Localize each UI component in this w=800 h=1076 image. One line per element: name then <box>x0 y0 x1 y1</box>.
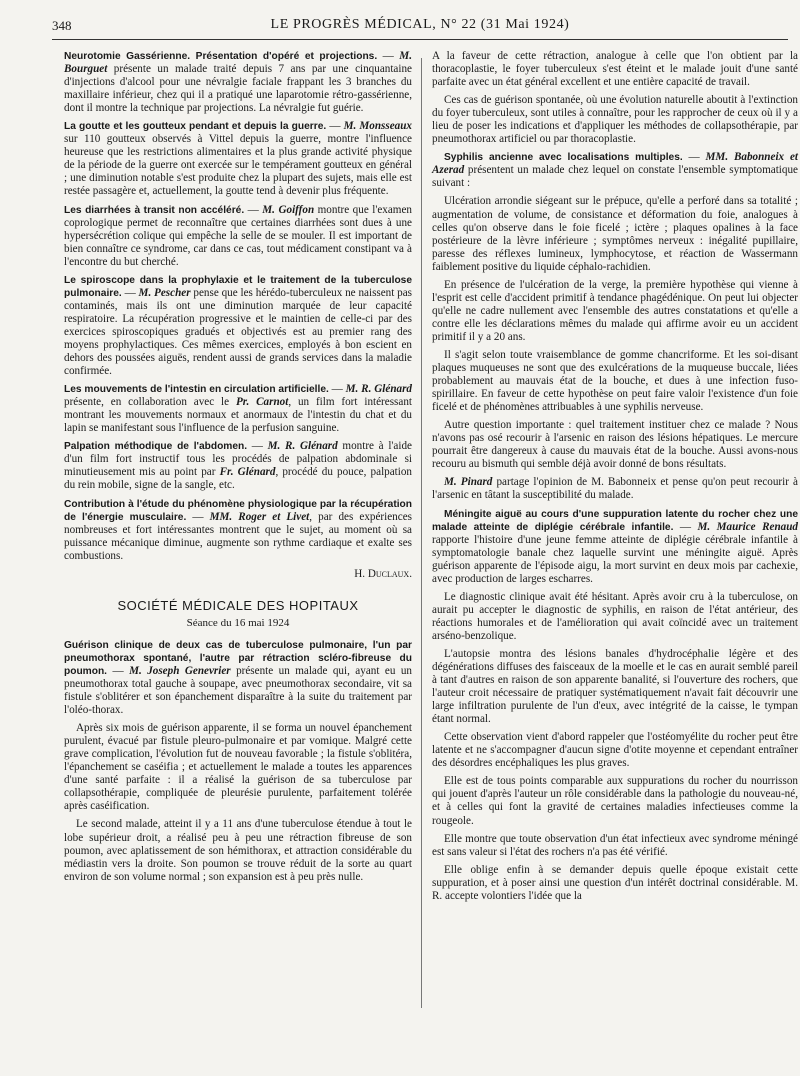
dash: — <box>673 520 698 533</box>
dash: — <box>107 664 130 677</box>
report-text: présente un malade qui, ayant eu un pneumothorax total gauche à soupape, avec pneumothorax secondaire, vit sa fistule s'oblitérer et son épanchement disparaître à la suite du traitement par l'oléo-thorax. <box>64 664 412 717</box>
report-text: présente un malade traité depuis 7 ans par une cinquantaine d'injections d'alcool pour une névralgie faciale frappant les 3 branches du maxillaire inférieur, chez qui il a pratiqué une laparotomie rétro-gassérienne, dont il montre la technique par projections. La névralgie fut guérie. <box>64 63 412 115</box>
body-paragraph: Cette observation vient d'abord rappeler que l'ostéomyélite du rocher peut être latente et ne s'accompagner d'aucun signe d'otite moyenne et cependant entraîner des désordres encéphaliques les plus graves. <box>432 731 798 770</box>
section-heading: Palpation méthodique de l'abdomen. <box>64 441 248 453</box>
report-text: sur 110 goutteux observés à Vittel depuis la guerre, montre l'influence heureuse que les restrictions alimentaires et la plus grande activité physique de la période de la guerre ont exercée sur le tempérament goutteux en général ; une diminution notable s'est produite chez la plupart des sujets, mais elle est restée passagère et, actuellement, la goutte tend à devenir plus fréquente. <box>64 133 412 198</box>
author-name: MM. Roger et Livet <box>209 510 310 523</box>
dash: — <box>328 383 346 396</box>
body-paragraph: A la faveur de cette rétraction, analogue à celle que l'on obtient par la thoracoplastie, le foyer tuberculeux s'est éteint et le malade jouit d'une santé parfaite avec un état général excellent et une entière capacité de travail. <box>432 50 798 89</box>
report-text: , par des expériences nombreuses et fort intéressantes montrent que le sujet, au moment où sa puissance mécanique diminue, augmente son rythme cardiaque et exalte ses combustions. <box>64 510 412 562</box>
section-heading: Neurotomie Gassérienne. Présentation d'opéré et projections. <box>64 51 378 62</box>
page-number: 348 <box>52 18 72 33</box>
report-diarrhees <box>64 204 412 269</box>
report-palpation <box>64 440 412 492</box>
report-text: montre que l'examen coprologique permet de reconnaître que certaines diarrhées sont dues à une hypersécrétion colique qui empêche la selle de se mouler. Il est important de bien connaître ce syndrome, car dans ce cas, tout médicament constipant va à l'encontre du but cherché. <box>64 203 412 268</box>
section-heading: La goutte et les goutteux pendant et depuis la guerre. <box>64 121 327 133</box>
dash: — <box>186 510 210 523</box>
dash: — <box>247 440 268 453</box>
left-column <box>64 50 412 889</box>
report-text: partage l'opinion de M. Babonneix et pense qu'on peut recourir à l'arsenic en tâtant la susceptibilité du malade. <box>432 476 798 502</box>
dash: — <box>377 50 400 62</box>
column-divider <box>421 58 422 1008</box>
signature: H. Duclaux. <box>354 567 412 580</box>
section-heading: Syphilis ancienne avec localisations multiples. <box>444 152 683 164</box>
body-paragraph: Après six mois de guérison apparente, il se forma un nouvel épanchement purulent, évacué par fistule pleuro-pulmonaire et par vomique. Malgré cette grave complication, l'évolution fut de nouveau favorable ; la fistule s'oblitéra, l'épanchement se caséifia ; et actuellement le malade a toutes les apparences d'une santé parfaite : il a réalisé la guérison de sa tuberculose par collapsothérapie, compliquée de pleurésie purulente, parfaitement tolérée après caséification. <box>64 722 412 813</box>
report-text: , un film fort intéressant montrant les mouvements normaux et anormaux de l'intestin du chat et du lapin se manifestant sous l'influence de la perfusion sanguine. <box>64 396 412 435</box>
author-name: M. R. Glénard <box>267 440 338 453</box>
session-date: Séance du 16 mai 1924 <box>186 616 290 629</box>
report-pinard <box>432 476 798 502</box>
body-paragraph: Le diagnostic clinique avait été hésitant. Après avoir cru à la tuberculose, on aurait pu accepter le diagnostic de syphilis, en raison de l'état antérieur, des réactions humorales et de l'amélioration qui avait coïncidé avec un traitement arséno-benzolique. <box>432 590 798 642</box>
body-paragraph: L'autopsie montra des lésions banales d'hydrocéphalie légère et des dégénérations diffuses des faisceaux de la moelle et le cas en aurait semblé pareil à tant d'autres en raison de son apparente banalité, si l'ouverture des rochers, que l'auteur croit nécessaire de pratiquer systématiquement n'avait fait découvrir une large infiltration purulente de l'un d'eux, avec intégrité de la caisse, le tympan étant normal. <box>432 647 798 726</box>
report-meningite <box>432 508 798 586</box>
right-column <box>432 50 798 908</box>
running-title: LE PROGRÈS MÉDICAL, N° 22 (31 Mai 1924) <box>270 17 570 32</box>
body-paragraph: Elle est de tous points comparable aux suppurations du rocher du nourrisson qui jouent d'après l'auteur un rôle considérable dans la pathologie du nouveau-né, et à celles qui font la gravité de certaines maladies infectieuses comme la rougeole. <box>432 775 798 827</box>
section-heading: Les diarrhées à transit non accéléré. <box>64 204 245 216</box>
section-heading: Méningite aiguë au cours d'une suppuration latente du rocher chez une malade atteinte de diplégie cérébrale infantile. <box>432 508 798 533</box>
body-paragraph: Elle montre que toute observation d'un état infectieux avec syndrome méningé est sans valeur si l'état des rochers n'a pas été vérifié. <box>432 832 798 858</box>
report-text: présente, en collaboration avec le <box>64 396 236 409</box>
report-text: montre à l'aide d'un film fort instructif tous les procédés de palpation abdominale si minutieusement mis au point par <box>64 440 412 479</box>
author-name: MM. Babonneix et Azerad <box>432 151 798 177</box>
body-paragraph: Autre question importante : quel traitement instituer chez ce malade ? Nous n'avons pas osé recourir à l'arsenic en raison des lésions hépatiques. Le mercure pourrait être dangereux à cause du mauvais état de la bouche. Aussi avons-nous recouru au bismuth qui semble déjà avoir donné de bons résultats. <box>432 419 798 471</box>
author-name: M. Goiffon <box>262 203 315 216</box>
report-text: , procédé du pouce, palpation du rein mobile, signe de la sangle, etc. <box>64 466 413 492</box>
author-name: M. Pescher <box>138 286 191 299</box>
body-paragraph: Elle oblige enfin à se demander depuis quelle époque existait cette suppuration, et à poser ainsi une question d'un intérêt doctrinal considérable. M. R. accepte volontiers l'idée que la <box>432 863 798 902</box>
author-name: M. Joseph Genevrier <box>129 664 231 677</box>
page-header <box>52 16 788 40</box>
body-paragraph: Ces cas de guérison spontanée, où une évolution naturelle aboutit à l'extinction du foyer tuberculeux, sont utiles à connaître, pour les rapprocher de ceux où il y a lieu de poser les indications et d'appliquer les méthodes de collapsothérapie, par pneumothorax artificiel ou par thoracoplastie. <box>432 94 798 146</box>
author-name: M. R. Glénard <box>345 383 412 396</box>
body-paragraph: Il s'agit selon toute vraisemblance de gomme chancriforme. Et les soi-disant plaques muqueuses ne sont que des exulcérations de la muqueuse buccale, liées probablement au mauvais état de la bouche, et dues à une infection fuso-spirillaire. En faveur de cette hypothèse on peut faire valoir l'existence d'un foie ficelé et de phénomènes attribuables à une syphilis nerveuse. <box>432 348 798 414</box>
report-goutte <box>64 120 412 198</box>
author-name: Fr. Glénard <box>219 466 276 479</box>
author-name: M. Bourguet <box>64 50 412 76</box>
report-text: pense que les hérédo-tuberculeux ne naissent pas contaminés, mais ils ont une diminution marquée de leur capacité respiratoire. La récupération progressive et le maintien de celle-ci par des exercices spiroscopiques gradués et objectivés est au premier rang des moyens prophylactiques. Ces mêmes exercices, employés à bon escient en dehors des poussées aiguës, rendent aussi de grands services dans la maladie confirmée. <box>64 286 413 378</box>
author-name: M. Monsseaux <box>343 120 413 133</box>
report-intestin <box>64 383 412 435</box>
report-syphilis <box>432 151 798 190</box>
author-name: Pr. Carnot <box>235 396 289 409</box>
body-paragraph: Le second malade, atteint il y a 11 ans d'une tuberculose étendue à tout le lobe supérieur droit, a réalisé peu à peu une rétraction fibreuse de son poumon, avec aplatissement de son hémithorax, et attraction considérable du médiastin vers la droite. Son poumon se trouve réduit de la sorte au quart environ de son volume normal ; son expansion est à peu près nulle. <box>64 818 412 883</box>
section-heading: Le spiroscope dans la prophylaxie et le traitement de la tuberculose pulmonaire. <box>64 274 412 299</box>
dash: — <box>121 286 139 299</box>
report-tuberculose <box>64 639 412 717</box>
body-paragraph: Ulcération arrondie siégeant sur le prépuce, qu'elle a perforé dans sa totalité ; augmentation de volume, de consistance et déformation du foie, analogues à celles qu'on observe dans le foie ficelé ; ictère ; plaques opalines à la face postérieure de la lèvre inférieure ; symptômes nerveux : inégalité pupillaire, paresse des réflexes lumineux, lymphocytose, et réaction de Wassermann faiblement positive du liquide céphalo-rachidien. <box>432 195 798 273</box>
report-text: rapporte l'histoire d'une jeune femme atteinte de diplégie cérébrale infantile à symptomatologie banale chez laquelle survint une méningite aiguë. Après guérison apparente de l'épisode aigu, la mort survint en deux mois par cachexie, avec production de larges escharres. <box>432 533 798 585</box>
report-spiroscope <box>64 274 412 378</box>
section-heading: Les mouvements de l'intestin en circulation artificielle. <box>64 384 329 396</box>
section-heading: Guérison clinique de deux cas de tuberculose pulmonaire, l'un par pneumothorax spontané, l'autre par rétraction scléro-fibreuse du poumon. <box>64 639 412 677</box>
society-title: SOCIÉTÉ MÉDICALE DES HOPITAUX <box>117 597 359 613</box>
report-text: présentent un malade chez lequel on constate l'ensemble symptomatique suivant : <box>432 164 798 190</box>
author-name: M. Pinard <box>444 476 493 489</box>
report-energie <box>64 498 412 563</box>
dash: — <box>244 203 263 216</box>
dash: — <box>326 120 344 133</box>
section-heading: Contribution à l'étude du phénomène physiologique par la récupération de l'énergie musculaire. <box>64 498 412 523</box>
report-neurotomie <box>64 50 412 115</box>
body-paragraph: En présence de l'ulcération de la verge, la première hypothèse qui vienne à l'esprit est celle d'accident primitif à tendance phagédénique. On peut lui objecter qu'elle ne cadre nullement avec l'ensemble des autres constatations et qu'elle a contre elle les déclarations mêmes du malade qui affirme avoir eu un accident primitif il y a 20 ans. <box>432 278 798 343</box>
author-name: M. Maurice Renaud <box>697 520 798 533</box>
dash: — <box>682 151 706 164</box>
